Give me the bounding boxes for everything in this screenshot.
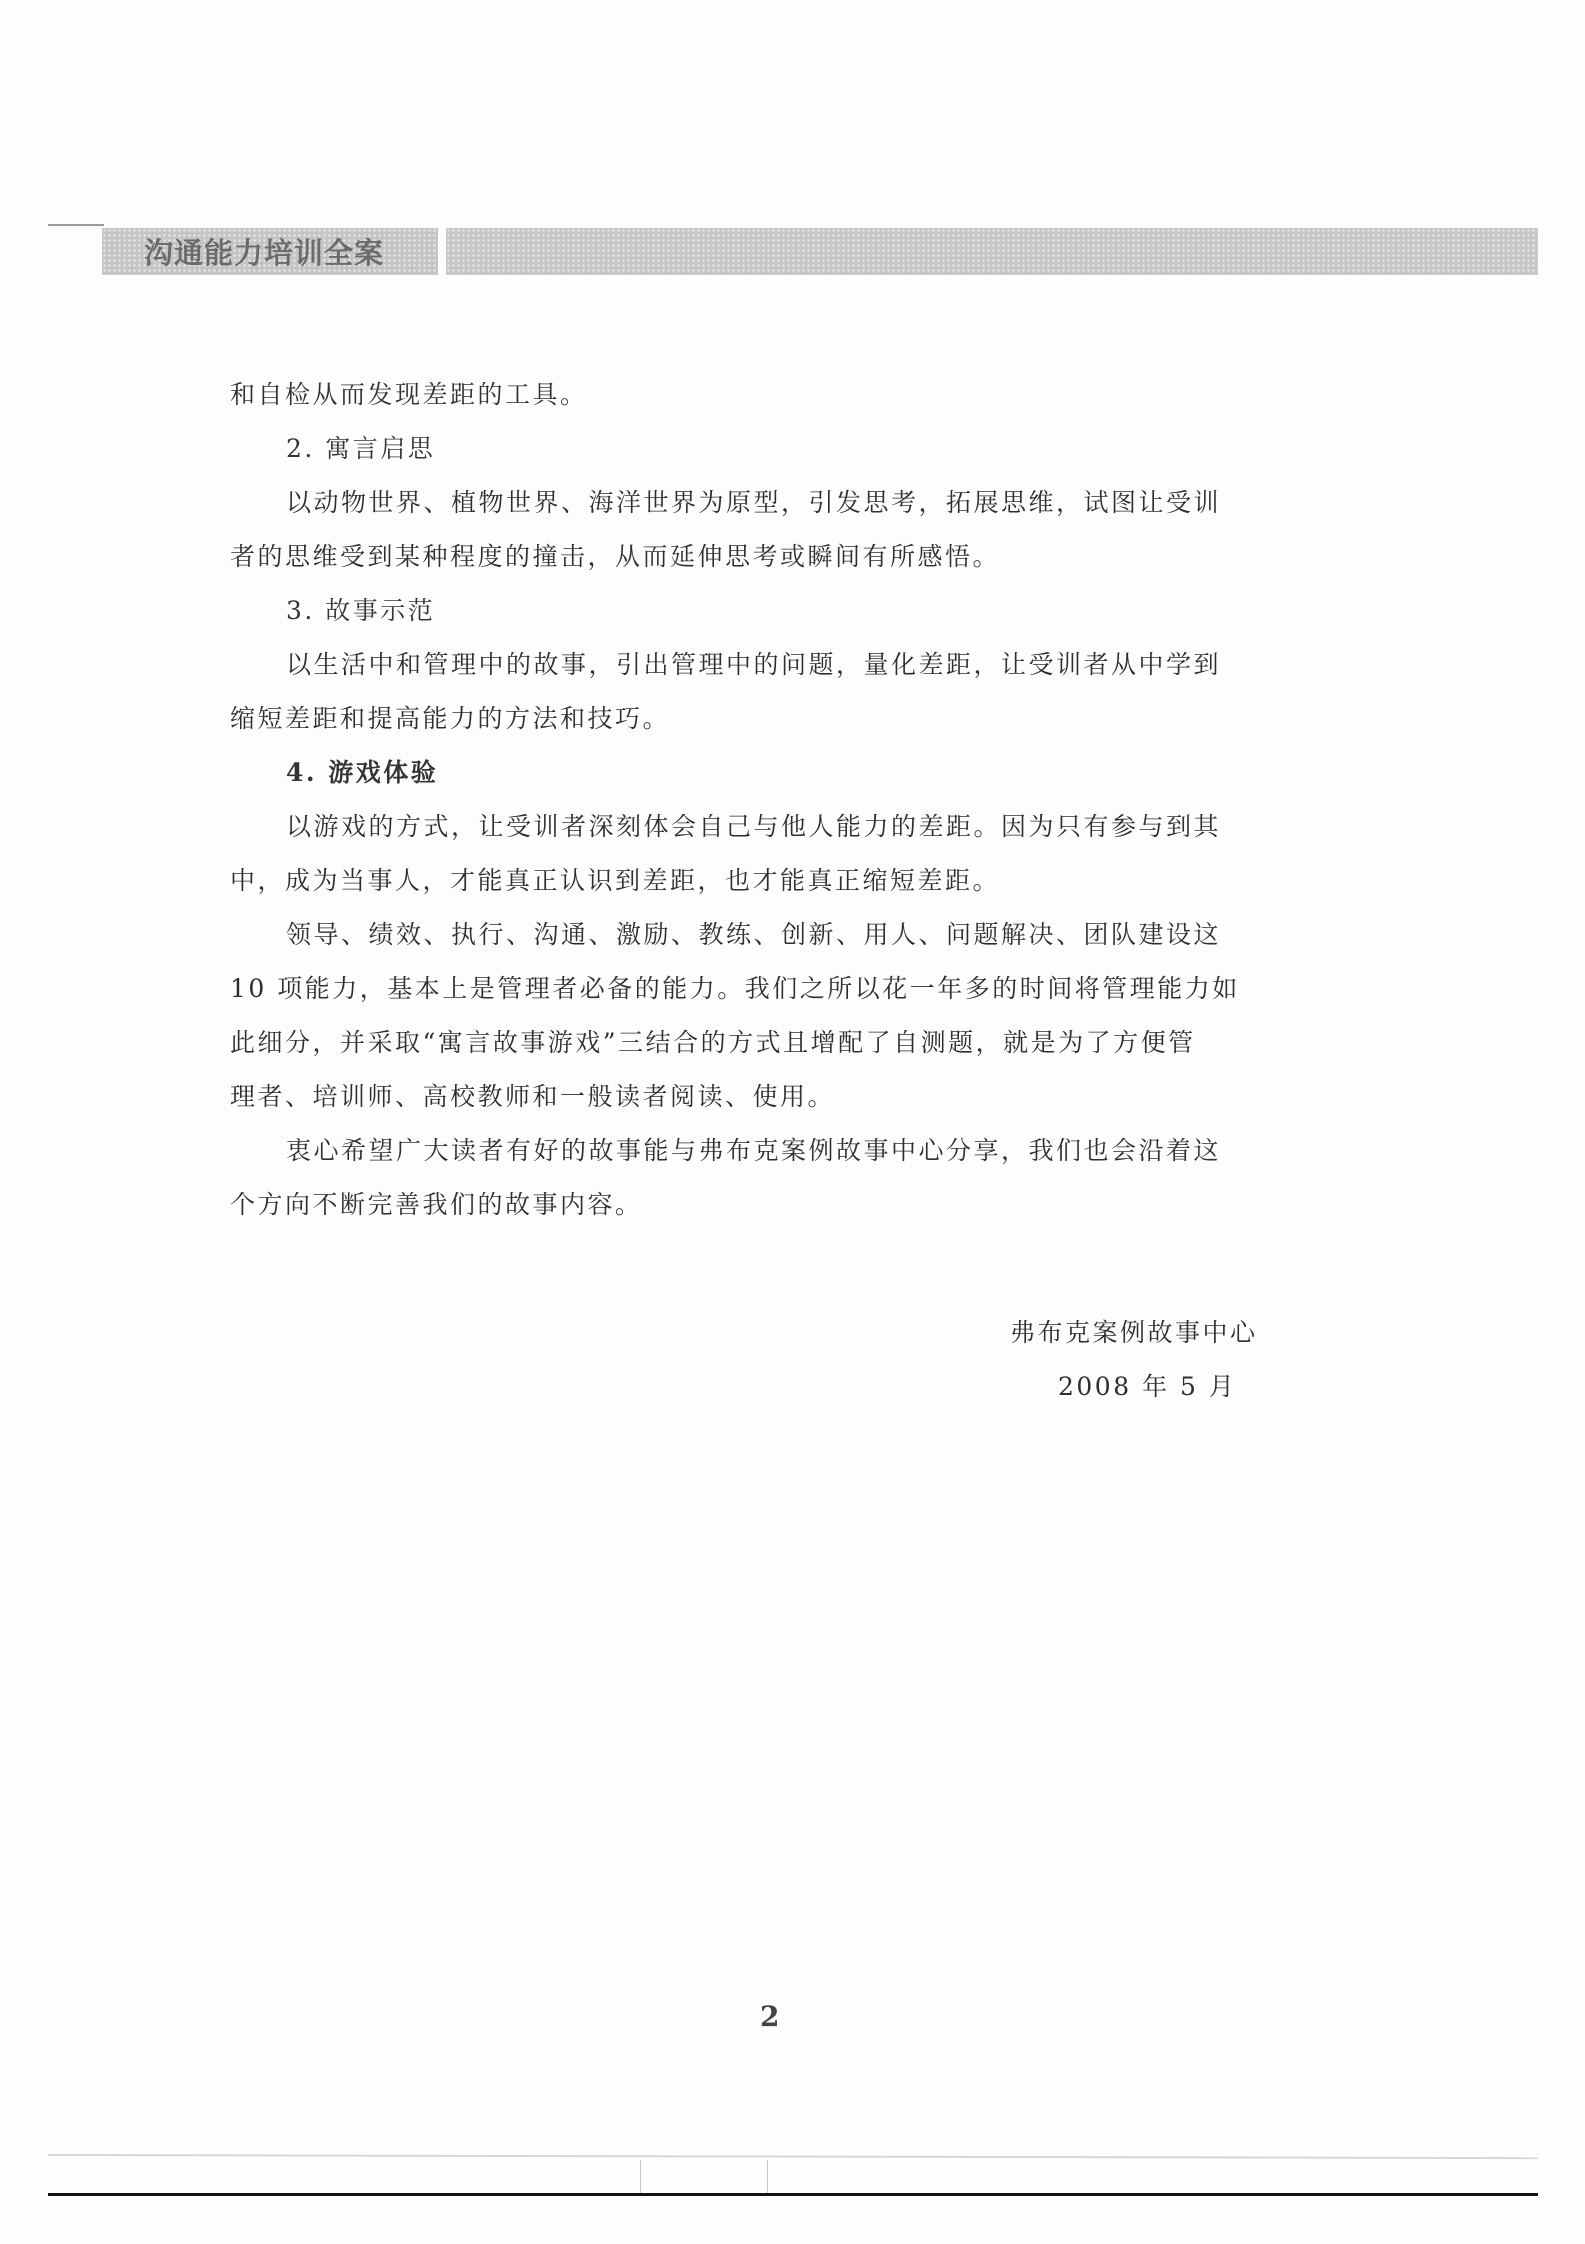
scan-artifact-line xyxy=(48,224,104,226)
paragraph-line: 和自检从而发现差距的工具。 xyxy=(230,380,588,409)
running-header-bar xyxy=(446,228,1538,275)
paragraph-line: 以游戏的方式，让受训者深刻体会自己与他人能力的差距。因为只有参与到其 xyxy=(286,812,1222,841)
scan-artifact-tick xyxy=(767,2160,768,2194)
paragraph-line: 以动物世界、植物世界、海洋世界为原型，引发思考，拓展思维，试图让受训 xyxy=(286,488,1222,517)
page-number: 2 xyxy=(760,2000,780,2033)
paragraph-line: 此细分，并采取“寓言故事游戏”三结合的方式且增配了自测题，就是为了方便管 xyxy=(230,1028,1196,1057)
section-heading: 4. 游戏体验 xyxy=(286,758,439,787)
paragraph-line: 10 项能力，基本上是管理者必备的能力。我们之所以花一年多的时间将管理能力如 xyxy=(230,974,1240,1003)
paragraph-line: 缩短差距和提高能力的方法和技巧。 xyxy=(230,704,671,733)
section-heading: 2. 寓言启思 xyxy=(286,434,436,463)
paragraph-line: 理者、培训师、高校教师和一般读者阅读、使用。 xyxy=(230,1082,836,1111)
paragraph-line: 个方向不断完善我们的故事内容。 xyxy=(230,1190,643,1219)
running-header-title-box xyxy=(102,228,438,275)
page-bottom-rule xyxy=(48,2193,1538,2196)
body-text xyxy=(230,368,1360,1232)
running-header xyxy=(102,228,1538,275)
section-heading: 3. 故事示范 xyxy=(286,596,436,625)
scan-artifact-line xyxy=(48,2154,1538,2159)
paragraph-line: 衷心希望广大读者有好的故事能与弗布克案例故事中心分享，我们也会沿着这 xyxy=(286,1136,1222,1165)
paragraph-line: 中，成为当事人，才能真正认识到差距，也才能真正缩短差距。 xyxy=(230,866,1001,895)
paragraph-line: 以生活中和管理中的故事，引出管理中的问题，量化差距，让受训者从中学到 xyxy=(286,650,1222,679)
signature-date: 2008 年 5 月 xyxy=(1058,1372,1237,1401)
paragraph-line: 者的思维受到某种程度的撞击，从而延伸思考或瞬间有所感悟。 xyxy=(230,542,1001,571)
signature-block xyxy=(1010,1306,1258,1414)
book-title: 沟通能力培训全案 xyxy=(144,236,385,270)
signature-organization: 弗布克案例故事中心 xyxy=(1010,1318,1258,1347)
scan-artifact-tick xyxy=(640,2160,641,2194)
paragraph-line: 领导、绩效、执行、沟通、激励、教练、创新、用人、问题解决、团队建设这 xyxy=(286,920,1222,949)
